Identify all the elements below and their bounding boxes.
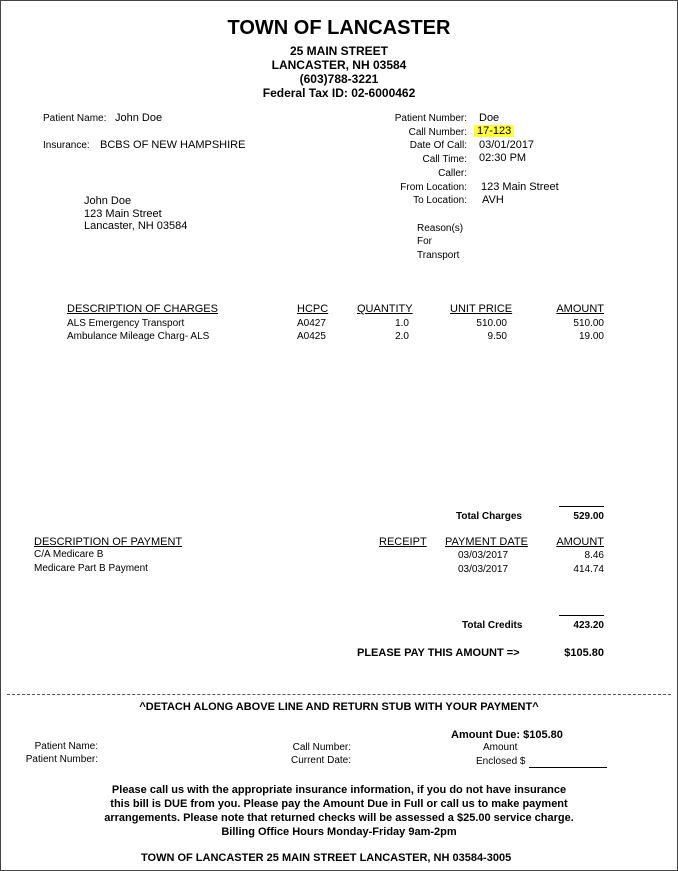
notice-line-1: Please call us with the appropriate insurance information, if you do not have insurance <box>111 784 567 796</box>
payments-header-amount: AMOUNT <box>556 536 604 548</box>
patient-number-value: Doe <box>479 112 500 124</box>
reason-line-1: Reason(s) <box>417 223 464 234</box>
footer-address: TOWN OF LANCASTER 25 MAIN STREET LANCASTER, NH 03584-3005 <box>141 852 512 864</box>
total-charges-value: 529.00 <box>573 511 604 522</box>
payment-date: 03/03/2017 <box>458 550 509 561</box>
charge-hcpc: A0427 <box>297 318 326 329</box>
town-phone: (603)788-3221 <box>299 72 379 86</box>
to-location-label: To Location: <box>413 195 467 206</box>
stub-amount-label: Amount <box>483 742 518 753</box>
total-credits-label: Total Credits <box>462 620 523 631</box>
date-of-call-value: 03/01/2017 <box>479 139 535 151</box>
charges-header-amount: AMOUNT <box>556 303 604 315</box>
charge-description: Ambulance Mileage Charg- ALS <box>67 331 210 342</box>
detach-instruction: ^DETACH ALONG ABOVE LINE AND RETURN STUB WITH YOUR PAYMENT^ <box>139 701 539 713</box>
payment-description: Medicare Part B Payment <box>34 563 148 574</box>
town-city: LANCASTER, NH 03584 <box>271 58 407 72</box>
office-hours: Billing Office Hours Monday-Friday 9am-2pm <box>221 826 457 838</box>
total-credits-rule <box>559 615 604 616</box>
call-number-value: 17-123 <box>474 125 514 137</box>
charge-amount: 19.00 <box>578 331 604 342</box>
caller-label: Caller: <box>438 168 467 179</box>
charges-header-description: DESCRIPTION OF CHARGES <box>67 303 218 315</box>
total-charges-label: Total Charges <box>456 511 522 522</box>
detach-line <box>7 694 671 695</box>
charge-quantity: 2.0 <box>395 331 409 342</box>
stub-patient-name-label: Patient Name: <box>34 741 98 752</box>
charge-description: ALS Emergency Transport <box>67 318 185 329</box>
from-location-value: 123 Main Street <box>481 181 559 193</box>
charge-unit-price: 510.00 <box>476 318 507 329</box>
date-of-call-label: Date Of Call: <box>409 140 467 151</box>
call-time-value: 02:30 PM <box>479 152 527 164</box>
address-line-3: Lancaster, NH 03584 <box>84 220 188 232</box>
stub-amount-due: Amount Due: $105.80 <box>451 729 563 741</box>
pay-amount-value: $105.80 <box>564 647 604 659</box>
payment-date: 03/03/2017 <box>458 564 509 575</box>
charges-header-hcpc: HCPC <box>297 303 329 315</box>
payments-header-payment-date: PAYMENT DATE <box>445 536 528 548</box>
charge-quantity: 1.0 <box>395 318 409 329</box>
payment-amount: 414.74 <box>573 564 604 575</box>
charge-unit-price: 9.50 <box>487 331 507 342</box>
stub-current-date-label: Current Date: <box>290 755 351 766</box>
from-location-label: From Location: <box>400 182 467 193</box>
pay-amount-label: PLEASE PAY THIS AMOUNT => <box>357 647 520 659</box>
stub-patient-number-label: Patient Number: <box>25 754 98 765</box>
patient-name-label: Patient Name: <box>43 113 107 124</box>
charges-header-unit-price: UNIT PRICE <box>450 303 513 315</box>
enclosed-amount-line[interactable] <box>529 767 607 768</box>
reason-line-3: Transport <box>417 250 460 261</box>
address-line-2: 123 Main Street <box>84 208 162 220</box>
address-line-1: John Doe <box>84 195 132 207</box>
payments-header-receipt: RECEIPT <box>379 536 427 548</box>
patient-number-label: Patient Number: <box>394 113 467 124</box>
payments-header-description: DESCRIPTION OF PAYMENT <box>34 536 183 548</box>
total-charges-rule <box>559 506 604 507</box>
call-time-label: Call Time: <box>422 154 467 165</box>
charges-header-quantity: QUANTITY <box>357 303 413 315</box>
town-title: TOWN OF LANCASTER <box>227 17 451 39</box>
payment-description: C/A Medicare B <box>34 549 104 560</box>
town-street: 25 MAIN STREET <box>289 44 388 58</box>
to-location-value: AVH <box>482 194 504 206</box>
notice-line-2: this bill is DUE from you. Please pay the Amount Due in Full or call us to make payment <box>110 798 568 810</box>
charge-hcpc: A0425 <box>297 331 326 342</box>
tax-id: Federal Tax ID: 02-6000462 <box>262 86 416 100</box>
stub-call-number-label: Call Number: <box>292 742 351 753</box>
stub-enclosed-label: Enclosed $ <box>476 756 526 767</box>
payment-amount: 8.46 <box>584 550 604 561</box>
total-credits-value: 423.20 <box>573 620 604 631</box>
insurance-label: Insurance: <box>43 140 90 151</box>
call-number-label: Call Number: <box>408 127 467 138</box>
charge-amount: 510.00 <box>573 318 604 329</box>
notice-line-3: arrangements. Please note that returned checks will be assessed a $25.00 service charge. <box>104 812 574 824</box>
insurance-value: BCBS OF NEW HAMPSHIRE <box>100 139 246 151</box>
patient-name-value: John Doe <box>115 112 163 124</box>
reason-line-2: For <box>417 236 432 247</box>
